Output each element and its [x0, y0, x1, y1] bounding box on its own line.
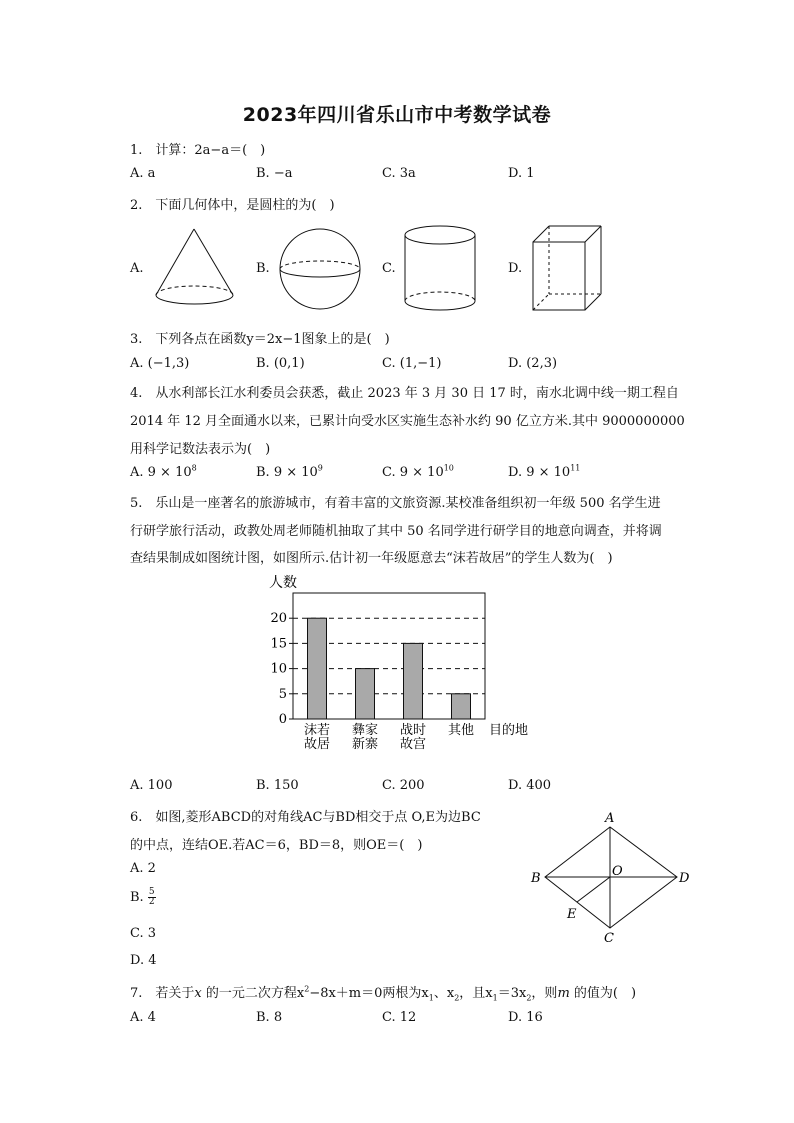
cuboid-figure [528, 221, 608, 316]
q2-option-a-label[interactable]: A. [130, 261, 144, 276]
question-6-line-1: 6. 如图,菱形ABCD的对角线AC与BD相交于点 O,E为边BC [130, 810, 481, 825]
q7-option-b[interactable]: B. 8 [256, 1010, 283, 1025]
y-tick-label: 15 [270, 636, 287, 652]
point-o-label: O [612, 864, 623, 879]
x-tick-label: 战时 [399, 723, 427, 738]
point-e-label: E [567, 907, 577, 922]
point-c-label: C [604, 931, 614, 946]
bar-3 [452, 694, 471, 719]
q6-option-b[interactable]: B. $\frac{5}{2}$ [130, 887, 155, 907]
question-4-line-3: 用科学记数法表示为( ) [130, 442, 271, 457]
q1-option-a[interactable]: A. a [130, 166, 156, 181]
y-tick-label: 20 [270, 611, 287, 627]
q3-option-a[interactable]: A. (−1,3) [130, 356, 190, 371]
q1-option-d[interactable]: D. 1 [508, 166, 535, 181]
chart-x-axis-label: 目的地 [489, 723, 529, 738]
point-b-label: B [531, 871, 541, 886]
x-tick-label: 故宫 [399, 737, 427, 752]
q2-option-c-label[interactable]: C. [382, 261, 396, 276]
bar-1 [356, 669, 375, 719]
question-4-line-1: 4. 从水利部长江水利委员会获悉，截止 2023 年 3 月 30 日 17 时，南水北调中线一期工程自 [130, 386, 679, 401]
q1-option-b[interactable]: B. −a [256, 166, 293, 181]
x-tick-label: 彝家 [351, 723, 379, 738]
q5-option-a[interactable]: A. 100 [130, 778, 173, 793]
bar-2 [404, 643, 423, 719]
q7-option-a[interactable]: A. 4 [130, 1010, 156, 1025]
q5-option-b[interactable]: B. 150 [256, 778, 299, 793]
q1-option-c[interactable]: C. 3a [382, 166, 416, 181]
q3-option-c[interactable]: C. (1,−1) [382, 356, 442, 371]
x-tick-label: 新寨 [351, 737, 379, 752]
chart-y-axis-label: 人数 [269, 575, 297, 591]
cone-figure [150, 223, 240, 308]
question-6-line-2: 的中点，连结OE.若AC＝6，BD＝8，则OE＝( ) [130, 838, 423, 853]
question-4-line-2: 2014 年 12 月全面通水以来，已累计向受水区实施生态补水约 90 亿立方米.其中 9000000000 [130, 414, 685, 429]
y-tick-label: 0 [278, 712, 287, 727]
q7-option-c[interactable]: C. 12 [382, 1010, 417, 1025]
point-d-label: D [679, 871, 690, 886]
q4-option-b[interactable]: B. $9 \times 10^9$ [256, 463, 323, 480]
q6-option-a[interactable]: A. 2 [130, 861, 156, 876]
sphere-figure [276, 225, 366, 315]
q7-option-d[interactable]: D. 16 [508, 1010, 543, 1025]
q2-option-b-label[interactable]: B. [256, 261, 270, 276]
q4-option-a[interactable]: A. $9 \times 10^8$ [130, 463, 197, 480]
point-a-label: A [605, 811, 615, 826]
bar-chart [255, 568, 545, 758]
cylinder-figure [400, 222, 485, 314]
q4-option-d[interactable]: D. $9 \times 10^{11}$ [508, 463, 581, 480]
chart-x-ticks [304, 722, 474, 752]
q6-option-c[interactable]: C. 3 [130, 926, 157, 941]
question-5-line-1: 5. 乐山是一座著名的旅游城市，有着丰富的文旅资源.某校准备组织初一年级 500 名学生进 [130, 496, 661, 511]
y-tick-label: 10 [270, 661, 287, 677]
fraction-five-halves: $\frac{5}{2}$ [148, 887, 155, 907]
q4-option-c[interactable]: C. $9 \times 10^{10}$ [382, 463, 454, 480]
page-title: 2023年四川省乐山市中考数学试卷 [242, 104, 552, 126]
x-tick-label: 其他 [447, 723, 475, 738]
q5-option-c[interactable]: C. 200 [382, 778, 425, 793]
rhombus-figure [525, 810, 700, 950]
question-5-line-2: 行研学旅行活动，政教处周老师随机抽取了其中 50 名同学进行研学目的地意向调查，并将调 [130, 524, 662, 539]
q2-option-d-label[interactable]: D. [508, 261, 523, 276]
q3-option-b[interactable]: B. (0,1) [256, 356, 305, 371]
question-3-stem: 3. 下列各点在函数y＝2x−1图象上的是( ) [130, 332, 390, 347]
q3-option-d[interactable]: D. (2,3) [508, 356, 558, 371]
y-tick-label: 5 [278, 686, 287, 702]
question-7-stem: 7. 若关于x 的一元二次方程$x^2-8x+m=0$两根为$x_1$、$x_2$，且$x_1=3x_2$，则m 的值为( ) [130, 984, 637, 1003]
q6-option-d[interactable]: D. 4 [130, 953, 157, 968]
x-tick-label: 故居 [303, 737, 331, 752]
bar-0 [308, 618, 327, 719]
x-tick-label: 沫若 [303, 723, 331, 738]
q5-option-d[interactable]: D. 400 [508, 778, 552, 793]
question-5-line-3: 查结果制成如图统计图，如图所示.估计初一年级愿意去“沫若故居”的学生人数为( ) [130, 551, 613, 566]
question-1-stem: 1. 计算：2a−a＝( ) [130, 143, 266, 158]
chart-y-ticks [270, 611, 293, 727]
question-2-stem: 2. 下面几何体中，是圆柱的为( ) [130, 198, 335, 213]
